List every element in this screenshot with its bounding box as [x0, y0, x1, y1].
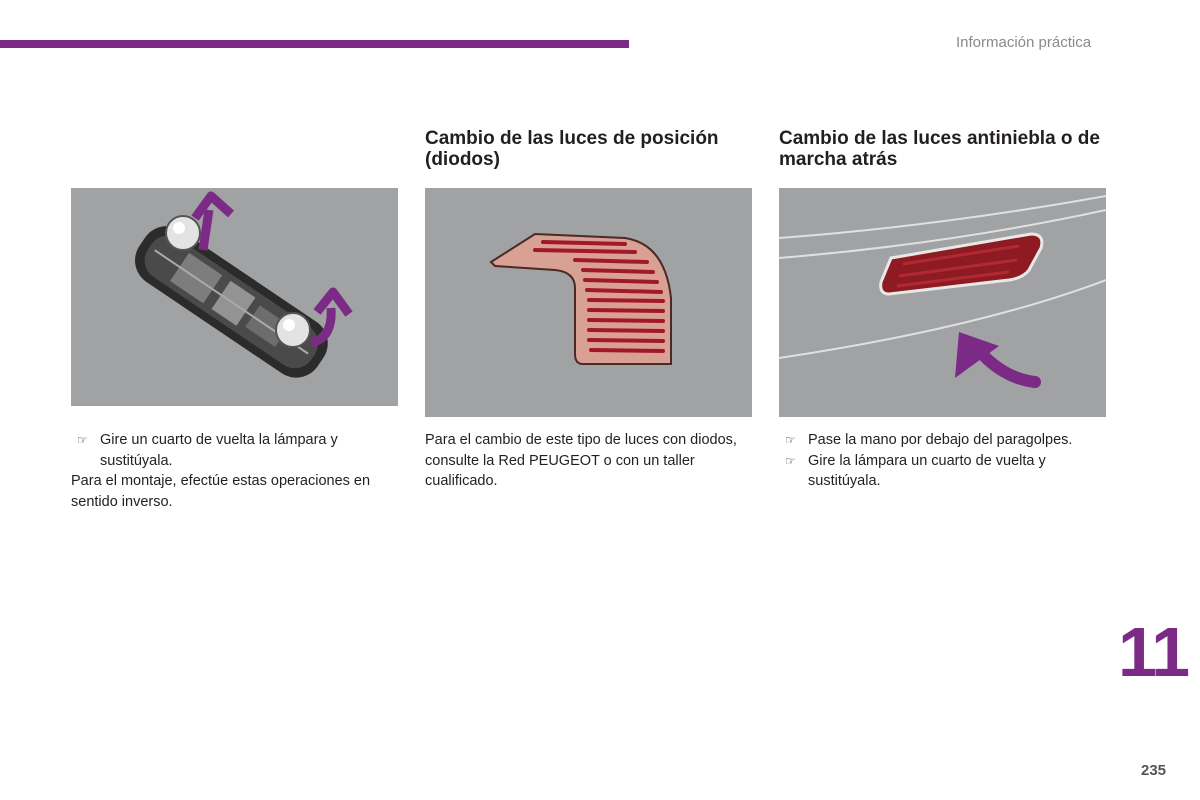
column-fog-reverse-lights	[779, 128, 1106, 492]
lamp-holder-bulbs-icon	[71, 188, 398, 406]
instruction-bullet: ☞ Gire la lámpara un cuarto de vuelta y sustitúyala.	[785, 452, 1046, 489]
page-number: 235	[1141, 762, 1167, 779]
hand-pointer-icon: ☞	[77, 433, 88, 447]
column-position-lights	[425, 128, 752, 492]
hand-pointer-icon: ☞	[785, 453, 796, 468]
header-accent-bar	[0, 40, 629, 48]
chapter-number: 11	[1118, 613, 1188, 691]
instruction-paragraph: Para el montaje, efectúe estas operaciones en sentido inverso.	[71, 473, 371, 510]
column-title: Cambio de las luces antiniebla o de marcha atrás	[779, 128, 1100, 170]
column-bulb-replacement	[71, 128, 398, 512]
led-tail-light-icon	[425, 188, 752, 417]
instruction-paragraph: Para el cambio de este tipo de luces con diodos, consulte la Red PEUGEOT o con un taller cualificado.	[425, 432, 737, 489]
instruction-bullet: ☞ Gire un cuarto de vuelta la lámpara y sustitúyala.	[77, 432, 338, 469]
fog-reverse-light-icon	[779, 188, 1106, 417]
section-title: Información práctica	[956, 34, 1092, 51]
column-title: Cambio de las luces de posición (diodos)	[425, 128, 719, 170]
instruction-bullet: ☞ Pase la mano por debajo del paragolpes.	[779, 430, 1106, 451]
hand-pointer-icon: ☞	[785, 433, 796, 447]
column-title	[71, 128, 398, 188]
